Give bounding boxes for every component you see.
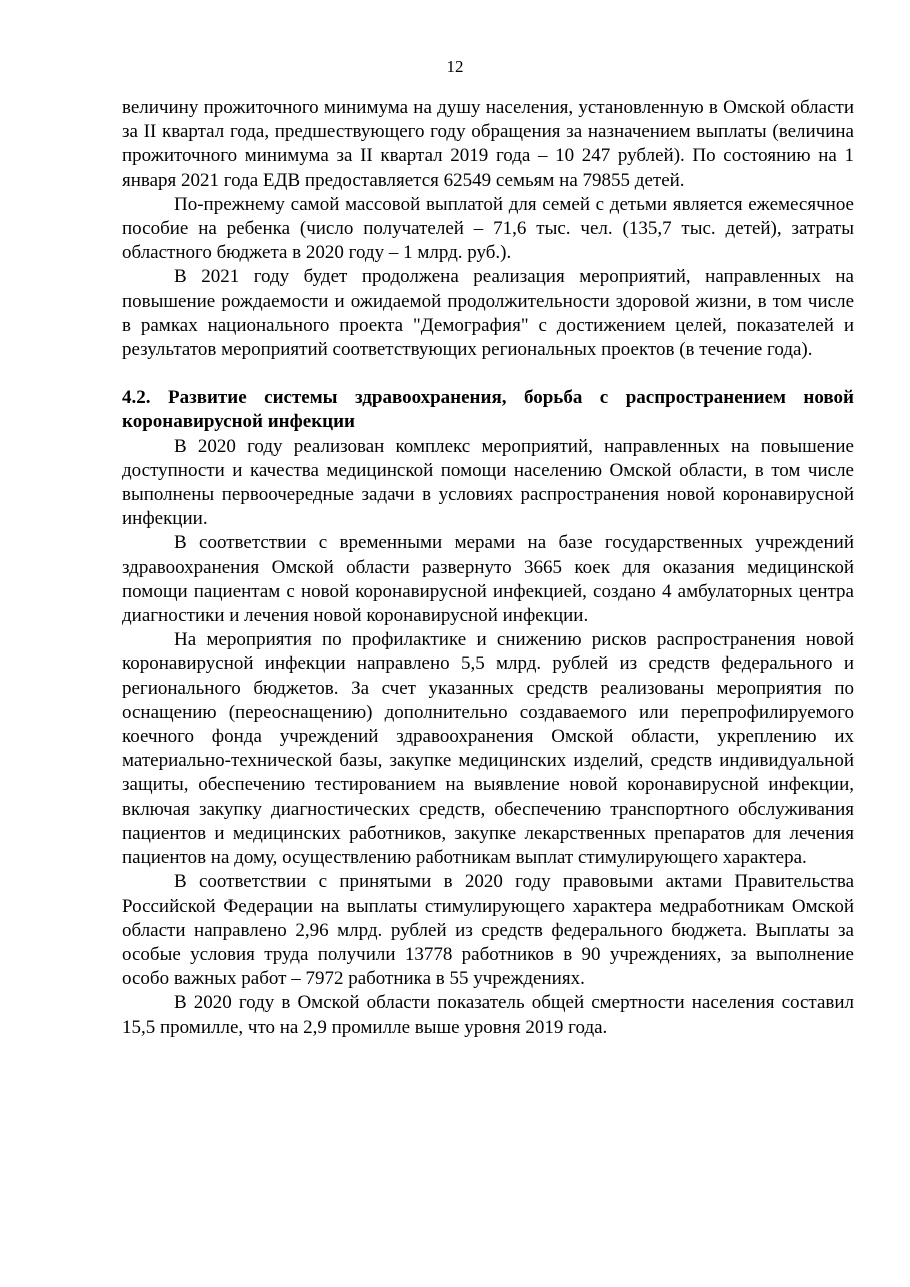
paragraph: В соответствии с временными мерами на базе государственных учреждений здравоохранения Омской области развернуто 3665 коек для оказания медицинской помощи пациентам с новой коронавирусной инфекцией, создано 4 амбулаторных центра диагностики и лечения новой коронавирусной инфекции. [122, 532, 854, 627]
page-number: 12 [446, 57, 464, 76]
section-heading: 4.2. Развитие системы здравоохранения, борьба с распространением новой коронавирусной инфекции [122, 387, 854, 433]
paragraph-continuation: величину прожиточного минимума на душу населения, установленную в Омской области за II квартал года, предшествующего году обращения за назначением выплаты (величина прожиточного минимума за II квартал 2019 года – 10 247 рублей). По состоянию на 1 января 2021 года ЕДВ предоставляется 62549 семьям на 79855 детей. [122, 97, 854, 191]
paragraph: По-прежнему самой массовой выплатой для семей с детьми является ежемесячное пособие на ребенка (число получателей – 71,6 тыс. чел. (135,7 тыс. детей), затраты областного бюджета в 2020 году – 1 млрд. руб.). [122, 193, 854, 264]
paragraph: В 2020 году реализован комплекс мероприятий, направленных на повышение доступности и качества медицинской помощи населению Омской области, в том числе выполнены первоочередные задачи в условиях распространения новой коронавирусной инфекции. [122, 435, 854, 530]
paragraph: В 2020 году в Омской области показатель общей смертности населения составил 15,5 промилле, что на 2,9 промилле выше уровня 2019 года. [122, 992, 854, 1038]
document-body [122, 96, 854, 1040]
paragraph: На мероприятия по профилактике и снижению рисков распространения новой коронавирусной инфекции направлено 5,5 млрд. рублей из средств федерального и регионального бюджетов. За счет указанных средств реализованы мероприятия по оснащению (переоснащению) дополнительно создаваемого или перепрофилируемого коечного фонда учреждений здравоохранения Омской области, укреплению их материально-технической базы, закупке медицинских изделий, средств индивидуальной защиты, обеспечению тестированием на выявление новой коронавирусной инфекции, включая закупку диагностических средств, обеспечению транспортного обслуживания пациентов и медицинских работников, закупке лекарственных препаратов для лечения пациентов на дому, осуществлению работникам выплат стимулирующего характера. [122, 629, 854, 869]
paragraph: В соответствии с принятыми в 2020 году правовыми актами Правительства Российской Федерации на выплаты стимулирующего характера медработникам Омской области направлено 2,96 млрд. рублей из средств федерального бюджета. Выплаты за особые условия труда получили 13778 работников в 90 учреждениях, за выполнение особо важных работ – 7972 работника в 55 учреждениях. [122, 871, 854, 990]
paragraph: В 2021 году будет продолжена реализация мероприятий, направленных на повышение рождаемости и ожидаемой продолжительности здоровой жизни, в том числе в рамках национального проекта "Демография" с достижением целей, показателей и результатов мероприятий соответствующих региональных проектов (в течение года). [122, 266, 854, 361]
